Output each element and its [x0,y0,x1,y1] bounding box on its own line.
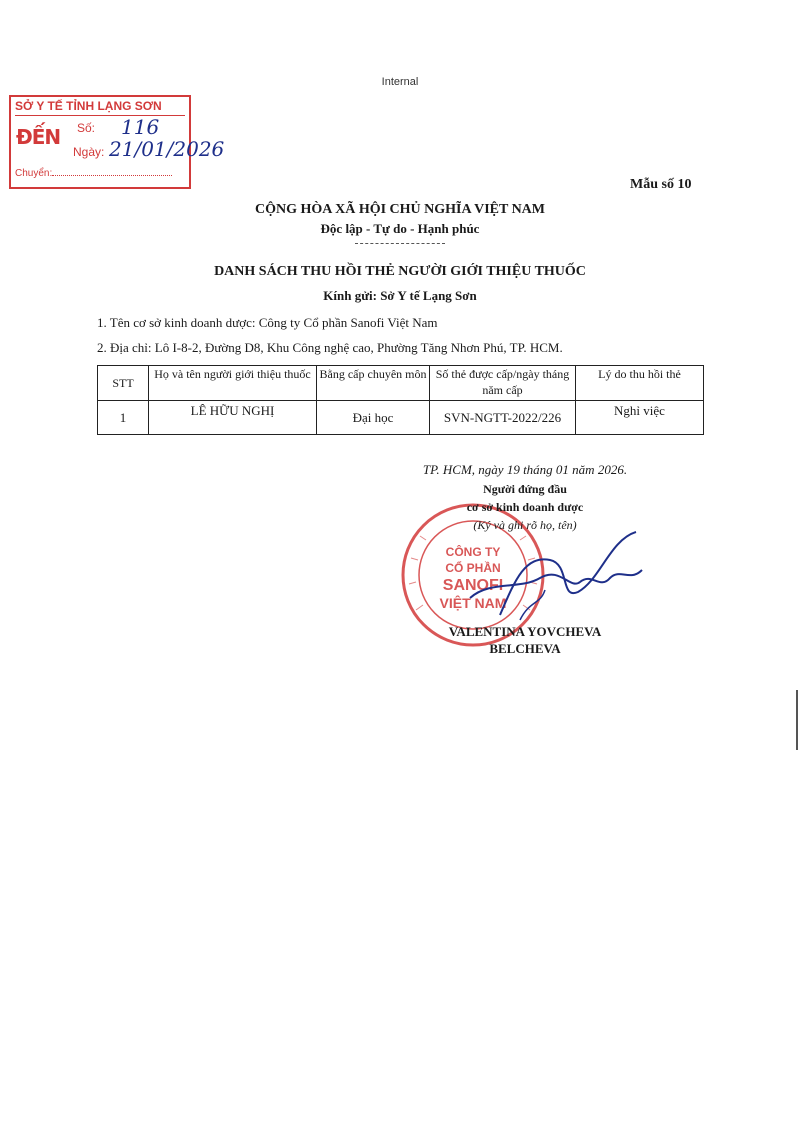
received-stamp-den: ĐẾN [16,125,61,149]
cell-reason: Nghỉ việc [576,401,704,435]
signature-role-line-1: Người đứng đầu [483,482,567,496]
recipient-line: Kính gửi: Sở Y tế Lạng Sơn [323,288,477,303]
signature-place-date: TP. HCM, ngày 19 tháng 01 năm 2026. [422,462,628,477]
header-reason: Lý do thu hồi thẻ [576,366,704,401]
motto-divider [355,243,445,244]
address-line: 2. Địa chỉ: Lô I-8-2, Đường D8, Khu Công nghệ cao, Phường Tăng Nhơn Phú, TP. HCM. [97,340,563,355]
national-motto: Độc lập - Tự do - Hạnh phúc [320,221,480,236]
signer-name-line-1: VALENTINA YOVCHEVA [448,624,602,639]
header-name: Họ và tên người giới thiệu thuốc [149,366,317,401]
table-row [98,401,704,435]
received-stamp-number-value: 116 [121,115,160,139]
signature [460,520,650,630]
signer-name-line-2: BELCHEVA [489,641,561,656]
cell-card-number: SVN-NGTT-2022/226 [430,401,576,435]
table-header-row [98,366,704,401]
received-stamp-date-value: 21/01/2026 [109,137,225,161]
seal-line-4: VIỆT NAM [439,595,507,611]
header-stt: STT [98,366,149,401]
received-stamp-forward-label: Chuyển: [15,168,172,179]
cell-stt: 1 [98,401,149,435]
recall-table [97,365,704,435]
seal-line-2: CỔ PHẦN [445,561,501,575]
business-name-line: 1. Tên cơ sở kinh doanh dược: Công ty Cổ phần Sanofi Việt Nam [97,315,438,330]
signature-role-line-2: cơ sở kinh doanh dược [466,500,584,514]
header-card-number: Số thẻ được cấp/ngày tháng năm cấp [430,366,576,401]
received-stamp-number-label: Số: [77,121,96,135]
cell-qualification: Đại học [317,401,430,435]
signature-note: (Ký và ghi rõ họ, tên) [473,518,577,532]
document-title: DANH SÁCH THU HỒI THẺ NGƯỜI GIỚI THIỆU THUỐC [214,264,586,279]
received-stamp [9,95,225,189]
internal-label: Internal [381,76,419,88]
received-stamp-date-label: Ngày: [73,145,105,159]
received-stamp-title: SỞ Y TẾ TỈNH LẠNG SƠN [15,99,185,116]
scan-edge-mark [796,690,798,750]
seal-line-1: CÔNG TY [445,545,501,559]
header-qualification: Bằng cấp chuyên môn [317,366,430,401]
cell-name: LÊ HỮU NGHỊ [149,401,317,435]
form-number: Mẫu số 10 [630,177,692,192]
national-title: CỘNG HÒA XÃ HỘI CHỦ NGHĨA VIỆT NAM [254,202,545,217]
seal-line-3: SANOFI [442,577,504,594]
